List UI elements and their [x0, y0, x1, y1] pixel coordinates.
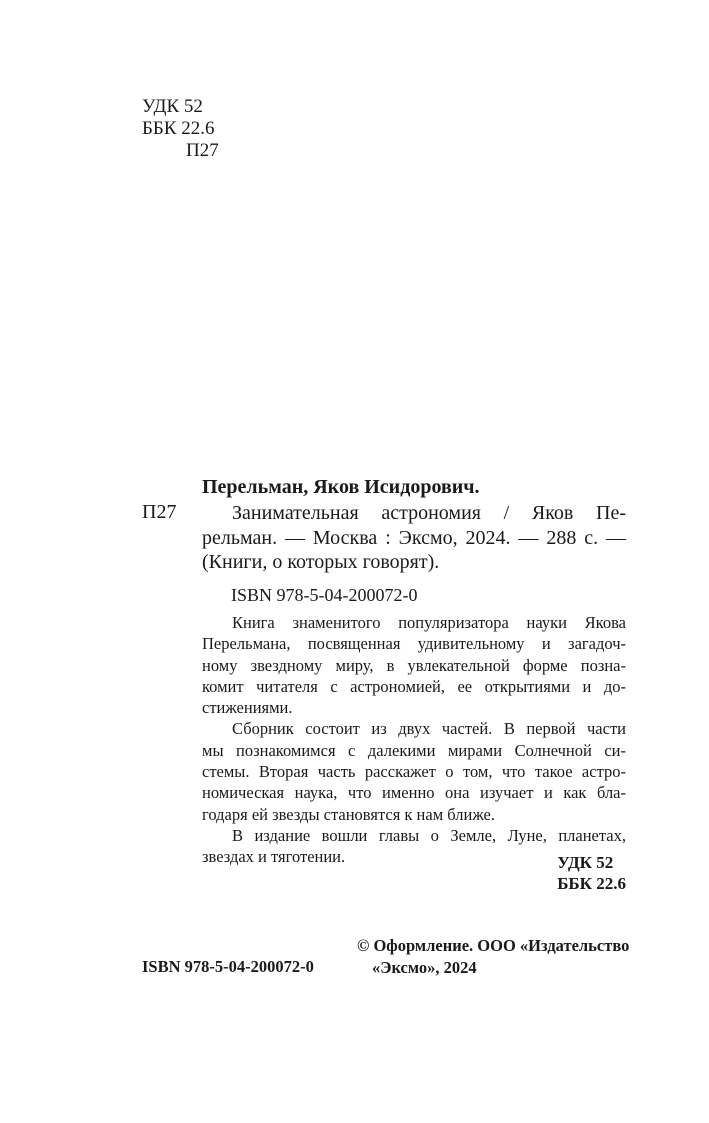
copyright-notice: [357, 935, 629, 979]
copyright-line: «Эксмо», 2024: [372, 958, 477, 977]
annotation-line: Сборник состоит из двух частей. В первой части: [232, 719, 626, 739]
bibliographic-description: [202, 501, 626, 575]
annotation-line: номическая наука, что именно она изучает и как бла-: [202, 783, 626, 803]
author-mark: П27: [186, 140, 219, 161]
biblio-line: (Книги, о которых говорят).: [202, 551, 440, 573]
footer-classification: [557, 852, 626, 894]
bbk-code: ББК 22.6: [142, 118, 215, 139]
author-heading: Перельман, Яков Исидорович.: [202, 476, 480, 498]
biblio-line: Занимательная астрономия / Яков Пе-: [232, 502, 626, 524]
annotation-line: годаря ей звезды становятся к нам ближе.: [202, 804, 495, 824]
record-author-mark: П27: [142, 501, 177, 523]
annotation-line: стемы. Вторая часть расскажет о том, что такое астро-: [202, 762, 626, 782]
isbn-record: ISBN 978-5-04-200072-0: [231, 585, 418, 605]
annotation-line: комит читателя с астрономией, ее открытиями и до-: [202, 676, 626, 696]
footer-bbk: ББК 22.6: [557, 874, 626, 893]
annotation-line: стижениями.: [202, 698, 293, 718]
udk-code: УДК 52: [142, 96, 203, 117]
annotation-line: В издание вошли главы о Земле, Луне, планетах,: [232, 825, 626, 845]
footer-isbn: ISBN 978-5-04-200072-0: [142, 957, 314, 976]
annotation-line: ному звездному миру, в увлекательной форме позна-: [202, 655, 626, 675]
annotation-line: звездах и тяготении.: [202, 847, 346, 867]
annotation-line: Книга знаменитого популяризатора науки Якова: [232, 613, 626, 632]
copyright-line: © Оформление. ООО «Издательство: [357, 936, 630, 955]
annotation: [202, 612, 626, 868]
footer-udk: УДК 52: [557, 853, 614, 872]
annotation-line: мы познакомимся с далекими мирами Солнечной си-: [202, 740, 626, 760]
classification-block: [142, 96, 219, 162]
annotation-line: Перельмана, посвященная удивительному и загадоч-: [202, 634, 626, 654]
biblio-line: рельман. — Москва : Эксмо, 2024. — 288 с. —: [202, 526, 626, 549]
